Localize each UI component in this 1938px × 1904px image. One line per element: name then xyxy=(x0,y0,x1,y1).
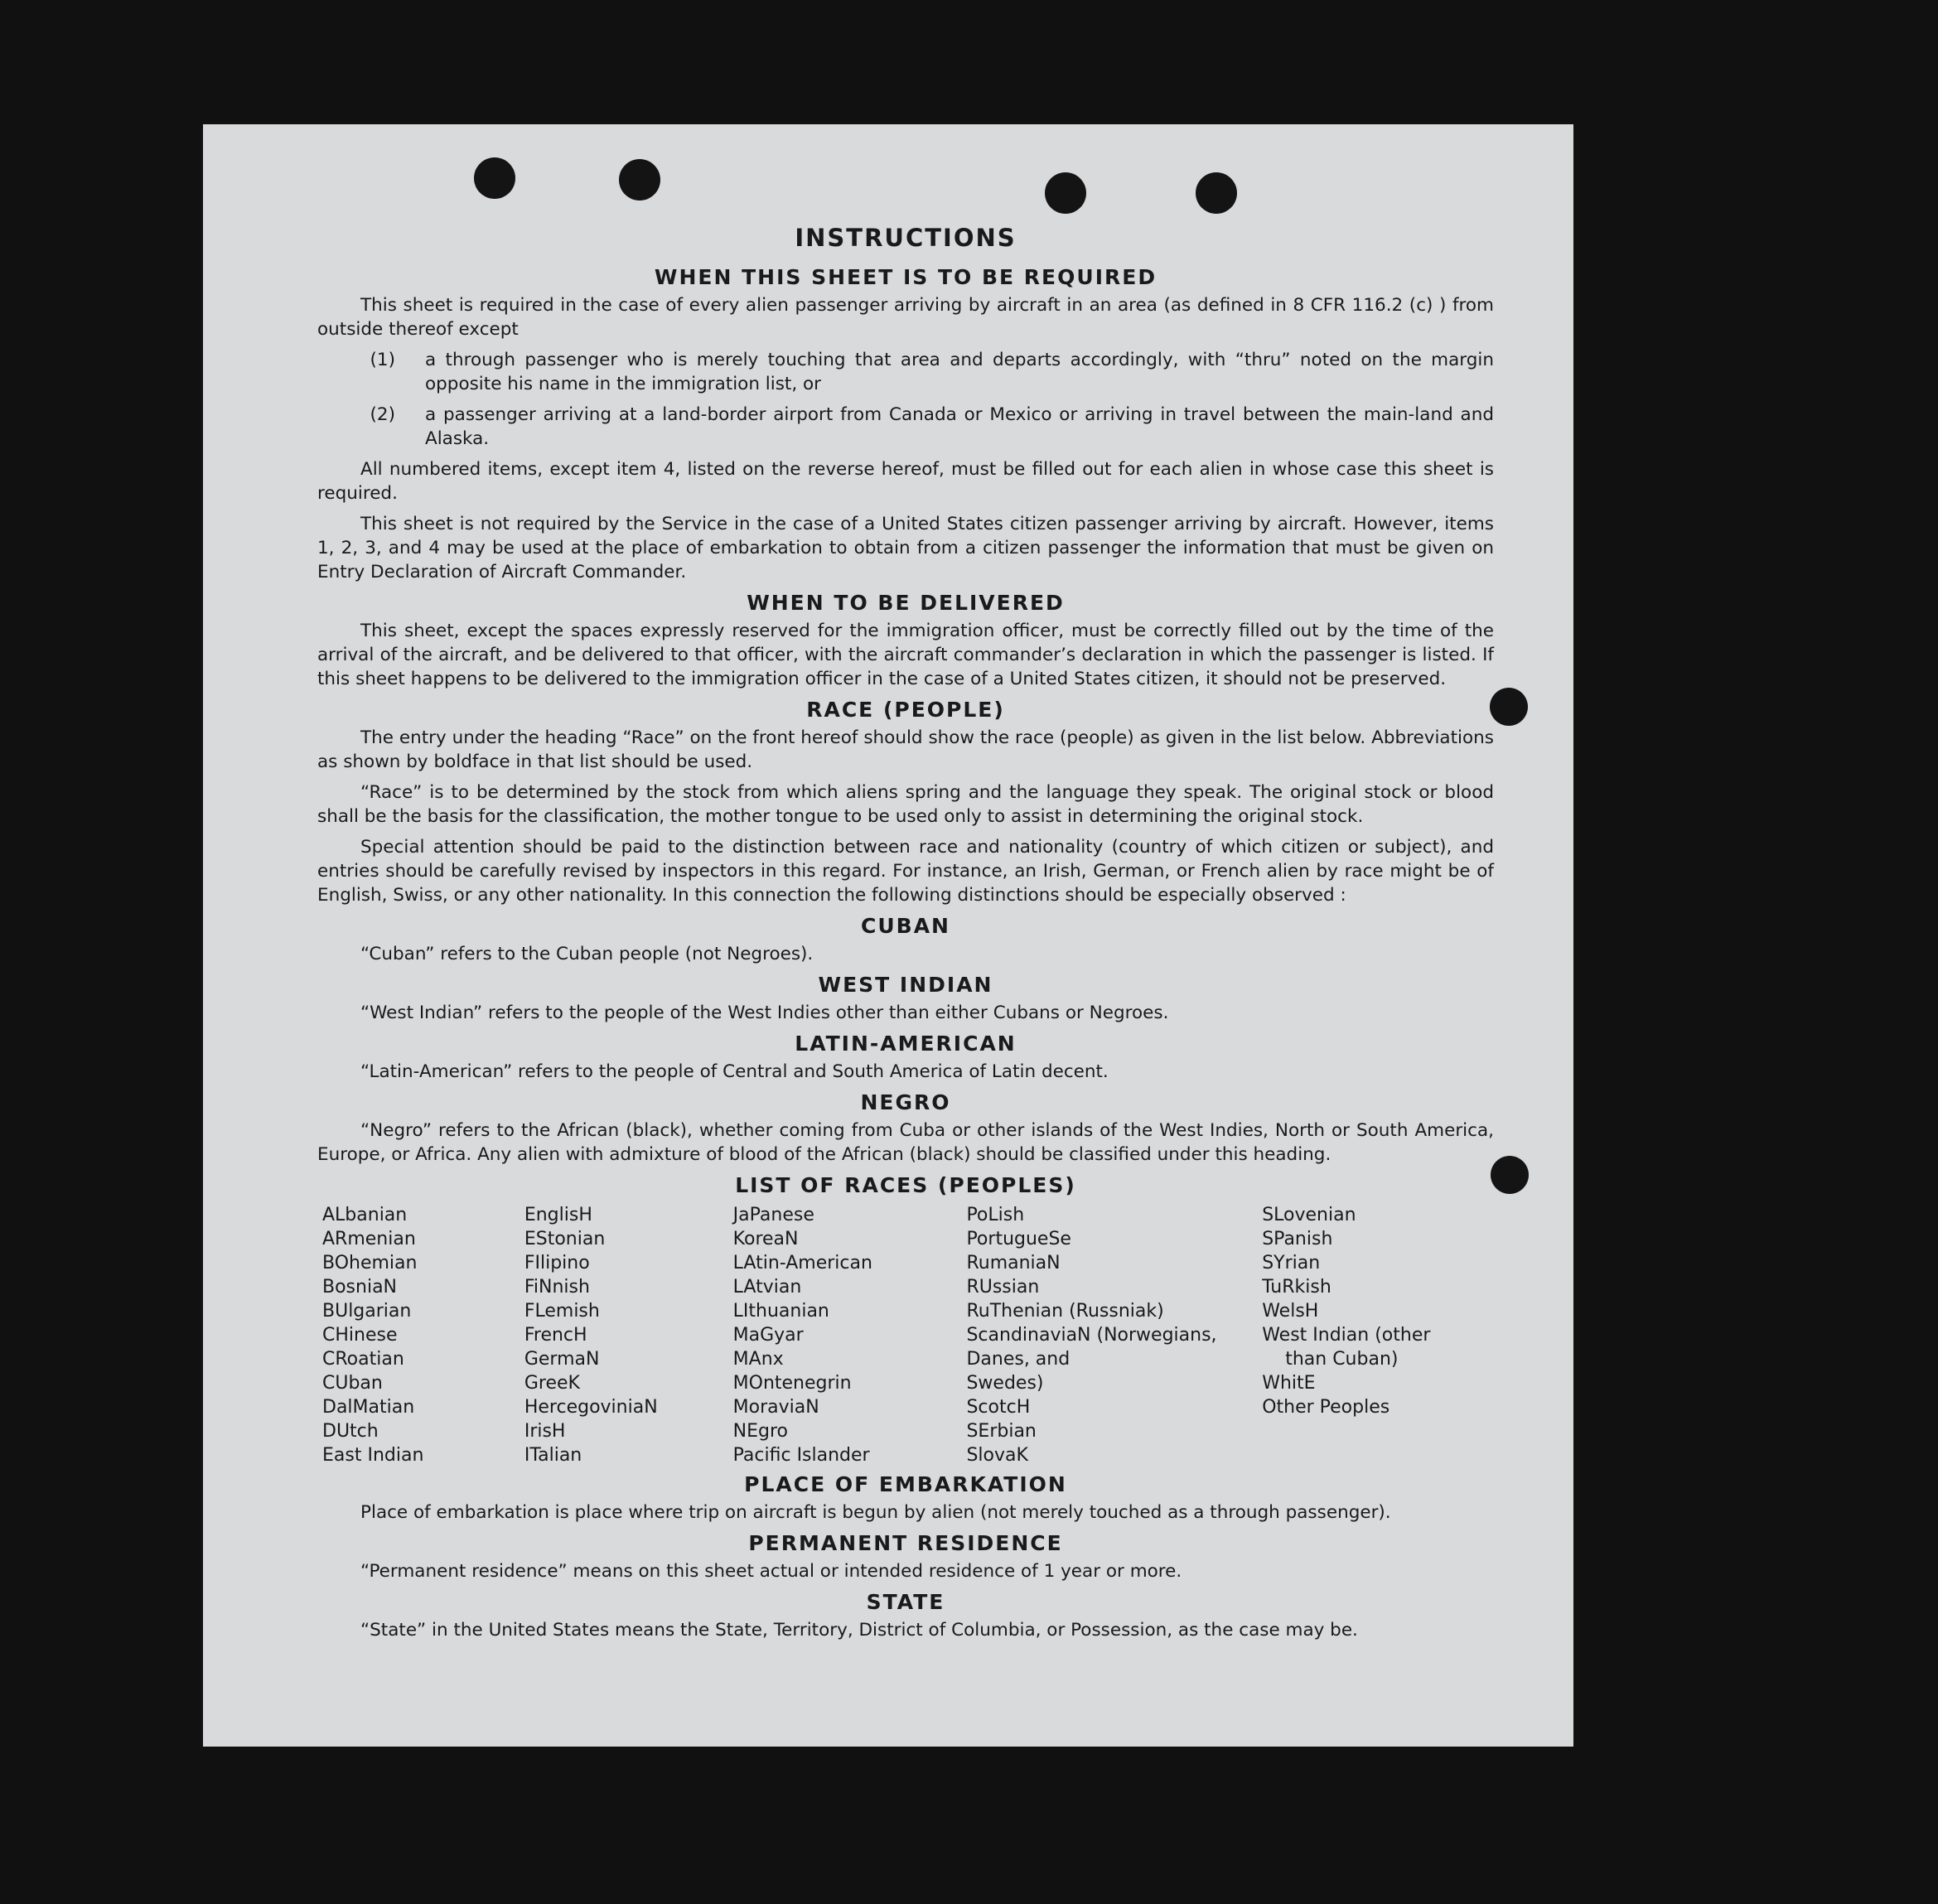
race-entry: BosniaN xyxy=(322,1277,398,1298)
paragraph: “Race” is to be determined by the stock from which aliens spring and the language they speak. The original stock or blood shall be the basis for the classification, the mother tongue to be used only to assist in determining the original stock. xyxy=(317,782,1494,827)
race-entry: BUlgarian xyxy=(322,1301,412,1322)
race-entry: IrisH xyxy=(524,1421,566,1442)
race-entry: SYrian xyxy=(1262,1253,1321,1273)
list-item xyxy=(317,403,1494,451)
race-entry: BOhemian xyxy=(322,1253,418,1273)
race-entry: DalMatian xyxy=(322,1397,415,1418)
race-entry: MAnx xyxy=(732,1349,784,1370)
race-entry: PoLish xyxy=(966,1205,1025,1225)
heading-cuban: CUBAN xyxy=(861,914,950,938)
races-column xyxy=(1262,1203,1494,1467)
race-entry: FLemish xyxy=(524,1301,600,1322)
race-entry: WelsH xyxy=(1262,1301,1319,1322)
race-entry: TuRkish xyxy=(1262,1277,1331,1298)
race-entry: RuThenian (Russniak) xyxy=(966,1301,1164,1322)
race-entry: PortugueSe xyxy=(966,1229,1071,1249)
punch-hole xyxy=(1490,688,1528,726)
races-column xyxy=(524,1203,733,1467)
race-entry: SPanish xyxy=(1262,1229,1333,1249)
paragraph: “State” in the United States means the State, Territory, District of Columbia, or Possession, as the case may be. xyxy=(360,1620,1358,1641)
heading-list-of-races: LIST OF RACES (PEOPLES) xyxy=(735,1173,1076,1197)
instruction-sheet xyxy=(203,124,1573,1747)
heading-race: RACE (PEOPLE) xyxy=(806,698,1005,722)
paragraph: “Cuban” refers to the Cuban people (not Negroes). xyxy=(360,944,814,964)
race-entry: than Cuban) xyxy=(1285,1349,1399,1370)
paragraph: The entry under the heading “Race” on the front hereof should show the race (people) as given in the list below. Abbreviations as shown by boldface in that list should be used. xyxy=(317,727,1494,772)
race-entry: Danes, and xyxy=(966,1349,1070,1370)
race-entry: FiNnish xyxy=(524,1277,590,1298)
race-entry: KoreaN xyxy=(732,1229,799,1249)
heading-latin-american: LATIN-AMERICAN xyxy=(795,1032,1017,1056)
paragraph: “West Indian” refers to the people of the West Indies other than either Cubans or Negroes. xyxy=(360,1003,1169,1023)
paragraph: Special attention should be paid to the distinction between race and nationality (country of which citizen or subject), and entries should be carefully revised by inspectors in this regard. For instance, an Irish, German, or French alien by race might be of English, Swiss, or any other nationality. In this connection the following distinctions should be especially observed : xyxy=(317,837,1494,906)
heading-delivered: WHEN TO BE DELIVERED xyxy=(747,591,1065,615)
heading-negro: NEGRO xyxy=(860,1090,951,1114)
race-entry: LIthuanian xyxy=(732,1301,829,1322)
race-entry: CHinese xyxy=(322,1325,398,1346)
race-entry: GermaN xyxy=(524,1349,600,1370)
race-entry: LAtvian xyxy=(732,1277,802,1298)
race-entry: East Indian xyxy=(322,1445,424,1466)
punch-hole xyxy=(474,157,515,199)
document-body xyxy=(317,224,1494,1649)
punch-hole xyxy=(1491,1156,1529,1194)
heading-embarkation: PLACE OF EMBARKATION xyxy=(744,1472,1067,1496)
races-column xyxy=(322,1203,524,1467)
race-entry: ALbanian xyxy=(322,1205,408,1225)
race-entry: SLovenian xyxy=(1262,1205,1356,1225)
race-entry: RumaniaN xyxy=(966,1253,1061,1273)
race-entry: EStonian xyxy=(524,1229,606,1249)
paragraph: This sheet is required in the case of every alien passenger arriving by aircraft in an area (as defined in 8 CFR 116.2 (c) ) from outside thereof except xyxy=(317,295,1494,340)
heading-required: WHEN THIS SHEET IS TO BE REQUIRED xyxy=(654,265,1157,289)
race-entry: SErbian xyxy=(966,1421,1037,1442)
paragraph: This sheet, except the spaces expressly reserved for the immigration officer, must be correctly filled out by the time of the arrival of the aircraft, and be delivered to that officer, with the aircraft commander’s declaration in which the passenger is listed. If this sheet happens to be delivered to the immigration officer in the case of a United States citizen, it should not be preserved. xyxy=(317,621,1494,689)
race-entry: EnglisH xyxy=(524,1205,592,1225)
list-item xyxy=(317,348,1494,396)
race-entry: RUssian xyxy=(966,1277,1040,1298)
race-entry: Other Peoples xyxy=(1262,1397,1390,1418)
paragraph: All numbered items, except item 4, listed on the reverse hereof, must be filled out for each alien in whose case this sheet is required. xyxy=(317,459,1494,504)
punch-hole xyxy=(1196,172,1237,214)
paragraph: “Negro” refers to the African (black), whether coming from Cuba or other islands of the West Indies, North or South America, Europe, or Africa. Any alien with admixture of blood of the African (black) should be classified under this heading. xyxy=(317,1120,1494,1165)
race-entry: LAtin-American xyxy=(732,1253,872,1273)
race-entry: JaPanese xyxy=(732,1205,814,1225)
race-entry: MoraviaN xyxy=(732,1397,819,1418)
race-entry: Pacific Islander xyxy=(732,1445,870,1466)
race-entry: FIlipino xyxy=(524,1253,590,1273)
heading-west-indian: WEST INDIAN xyxy=(818,973,993,997)
paragraph: “Permanent residence” means on this sheet actual or intended residence of 1 year or more. xyxy=(360,1561,1182,1582)
race-entry: ScandinaviaN (Norwegians, xyxy=(966,1325,1217,1346)
races-column xyxy=(733,1203,967,1467)
item-text: a passenger arriving at a land-border airport from Canada or Mexico or arriving in travel between the main-land and Alaska. xyxy=(425,404,1494,449)
punch-hole xyxy=(619,159,660,201)
race-entry: GreeK xyxy=(524,1373,580,1394)
race-entry: MaGyar xyxy=(732,1325,804,1346)
item-number: (1) xyxy=(370,350,395,370)
races-column xyxy=(966,1203,1262,1467)
race-entry: Swedes) xyxy=(966,1373,1044,1394)
punch-hole xyxy=(1045,172,1086,214)
heading-state: STATE xyxy=(866,1590,945,1614)
races-list xyxy=(322,1203,1494,1467)
race-entry: CRoatian xyxy=(322,1349,404,1370)
race-entry: WhitE xyxy=(1262,1373,1316,1394)
race-entry: DUtch xyxy=(322,1421,379,1442)
race-entry: ITalian xyxy=(524,1445,582,1466)
race-entry: West Indian (other xyxy=(1262,1325,1431,1346)
race-entry: CUban xyxy=(322,1373,383,1394)
paragraph: Place of embarkation is place where trip on aircraft is begun by alien (not merely touched as a through passenger). xyxy=(360,1502,1391,1523)
race-entry: ScotcH xyxy=(966,1397,1031,1418)
item-number: (2) xyxy=(370,404,395,425)
race-entry: NEgro xyxy=(732,1421,788,1442)
race-entry: ARmenian xyxy=(322,1229,416,1249)
document-title: INSTRUCTIONS xyxy=(795,224,1017,252)
heading-residence: PERMANENT RESIDENCE xyxy=(748,1531,1063,1555)
race-entry: HercegoviniaN xyxy=(524,1397,658,1418)
item-text: a through passenger who is merely touching that area and departs accordingly, with “thru” noted on the margin opposite his name in the immigration list, or xyxy=(425,350,1494,394)
paragraph: This sheet is not required by the Service in the case of a United States citizen passenger arriving by aircraft. However, items 1, 2, 3, and 4 may be used at the place of embarkation to obtain from a citizen passenger the information that must be given on Entry Declaration of Aircraft Commander. xyxy=(317,514,1494,582)
race-entry: FrencH xyxy=(524,1325,587,1346)
race-entry: SlovaK xyxy=(966,1445,1028,1466)
paragraph: “Latin-American” refers to the people of Central and South America of Latin decent. xyxy=(360,1061,1109,1082)
race-entry: MOntenegrin xyxy=(732,1373,852,1394)
